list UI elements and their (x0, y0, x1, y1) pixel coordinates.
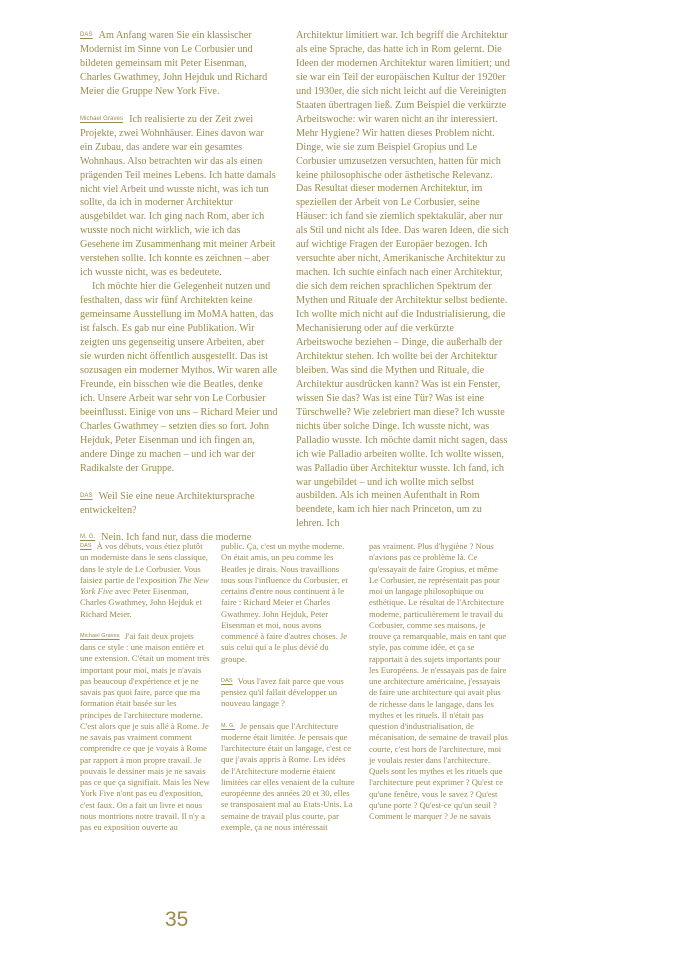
speaker-tag: M. G. (80, 534, 96, 541)
speaker-tag: DAS (80, 32, 93, 38)
paragraph (80, 541, 210, 620)
paragraph-text: Vous l'avez fait parce que vous pensiez qu'il fallait développer un nouveau langage ? (221, 675, 344, 709)
speaker-tag: Michael Graves (80, 115, 124, 122)
paragraph-text: Ich realisierte zu der Zeit zwei Projekte, zwei Wohnhäuser. Eines davon war ein Zubau, das andere war ein gesamtes Wohnhaus. Also betrachten wir das als einen prägenden Teil meines Lebens. Ich hatte damals nicht viel Arbeit und wusste nicht, was ich tun sollte, da ich in moderner Architektur ausgebildet war. Ich ging nach Rom, aber ich wusste noch nicht wirklich, wie ich das Gesehene im Zusammenhang mit meiner Arbeit verstehen sollte. Ich konnte es zeichnen – aber ich wusste nicht, was es bedeutete. (80, 113, 276, 279)
paragraph-text: public. Ça, c'est un mythe moderne. On était amis, un peu comme les Beatles je dirais. Nous travaillions tous sous l'influence du Corbusier, et certains d'entre nous continuent à le faire : Richard Meier et Charles Gwathmey. John Hejduk, Peter Eisenman et moi, nous avons commencé à faire d'autres choses. Je suis celui qui a le plus dévié du groupe. (221, 541, 348, 664)
speaker-tag: DAS (80, 492, 93, 499)
paragraph-text: Am Anfang waren Sie ein klassischer Modernist im Sinne von Le Corbusier und bildeten gemeinsam mit Peter Eisenman, Charles Gwathmey, John Hejduk und Richard Meier die Gruppe New York Five. (80, 30, 268, 97)
paragraph (80, 490, 278, 518)
paragraph (80, 29, 278, 99)
paragraph (80, 631, 210, 834)
paragraph (221, 676, 355, 710)
exhibition-title: The New York Five (80, 574, 209, 596)
paragraph-text: pas vraiment. Plus d'hygiène ? Nous n'avions pas ce problème là. Ce qu'essayait de faire Gropius, et même Le Corbusier, ne représentait pas pour moi un langage philosophique ou esthétique. Le résultat de l'Architecture moderne, particulièrement le travail du Corbusier, comme ses maisons, je trouve ça remarquable, mais en tant que style, pas comme idée, et ça se rapportait à des sujets importants pour les Européens. Je n'essayais pas de faire une architecture américaine, j'essayais de faire une architecture qui avait plus de richesse dans le langage, dans les mythes et les rituels. Il n'était pas question d'industrialisation, de mécanisation, de semaine de travail plus courte, c'est hors de l'architecture, moi je voulais rester dans l'architecture. Quels sont les mythes et les rituels que l'architecture peut exprimer ? Qu'est ce qu'une fenêtre, vous le savez ? Qu'est qu'une porte ? Qu'est-ce qu'un seuil ? Comment le marquer ? Je ne savais (369, 541, 508, 821)
paragraph (80, 113, 278, 280)
paragraph-text: Architektur limitiert war. Ich begriff die Architektur als eine Sprache, das hatte ich in Rom gelernt. Die Ideen der modernen Architektur waren limitiert; und sie war ein Teil der europäischen Kultur der 1920er und 1930er, die sich nicht leicht auf die Vereinigten Staaten übertragen ließ. Zum Beispiel die verkürzte Arbeitswoche: wir waren nicht an ihr interessiert. Mehr Hygiene? Wir hatten dieses Problem nicht. Dinge, wie sie zum Beispiel Gropius und Le Corbusier umzusetzen versuchten, hatten für mich keine philosophische oder ästhetische Relevanz. Das Resultat dieser modernen Architektur, im speziellen der Arbeit von Le Corbusier, seine Häuser: ich fand sie ziemlich spektakulär, aber nur als Stil und nicht als Idee. Das waren Ideen, die sich auf wichtige Fragen der Europäer bezogen. Ich versuchte aber nicht, Amerikanische Architektur zu machen. Ich suchte einfach nach einer Architektur, die sich dem reichen sprachlichen Spektrum der Mythen und Rituale der Architektur selbst bediente. Ich wollte mich nicht auf die Industrialisierung, die Mechanisierung oder auf die verkürzte Arbeitswoche beziehen – Dinge, die außerhalb der Architektur stehen. Ich wollte bei der Architektur bleiben. Was sind die Mythen und Rituale, die Architektur ausdrücken kann? Was ist ein Fenster, wissen Sie das? Was ist eine Tür? Was ist eine Türschwelle? Wie zelebriert man diese? Ich wusste nichts über solche Dinge. Ich wusste nicht, was Palladio wusste. Ich möchte damit nicht sagen, dass ich wie Palladio arbeiten wollte. Ich wollte wissen, was Palladio über Architektur wusste. Ich fand, ich war ungebildet – und ich wollte mich selbst ausbilden. Als ich meinen Aufenthalt in Rom beendete, kam ich hier nach Princeton, um zu lehren. Ich (296, 30, 510, 530)
paragraph-text: avec Peter Eisenman, Charles Gwathmey, John Hejduk et Richard Meier. (80, 586, 202, 619)
paragraph-text: À vos débuts, vous étiez plutôt un moderniste dans le sens classique, dans le style de Le Corbusier. Vous faisiez partie de l'exposition (80, 541, 208, 585)
paragraph (80, 280, 278, 475)
paragraph-text: Je pensais que l'Architecture moderne était limitée. Je pensais que l'architecture était un langage, c'est ce que j'avais appris à Rome. Les idées de l'Architecture moderne étaient limitées car elles venaient de la culture européenne des années 20 et 30, elles se transposaient mal au Etats-Unis. La semaine de travail plus courte, par exemple, ça ne nous intéressait (221, 720, 355, 832)
paragraph (221, 541, 355, 665)
german-column-1 (80, 29, 278, 545)
french-column-3 (369, 541, 508, 822)
speaker-tag: Michael Graves (80, 632, 120, 639)
paragraph-text: J'ai fait deux projets dans ce style : une maison entière et une extension. C'était un moment très important pour moi, mais je n'avais pas beaucoup d'expérience et je ne savais pas quoi faire, parce que ma formation était basée sur les principes de l'architecture moderne. C'est alors que je suis allé à Rome. Je ne savais pas vraiment comment comprendre ce que je voyais à Rome par rapport à mon propre travail. Je pouvais le dessiner mais je ne savais pas ce que ça signifiait. Mais les New York Five n'ont pas eu d'exposition, c'est faux. On a fait un livre et nous nous montrions notre travail. Il n'y a pas eu exposition ouverte au (80, 630, 210, 832)
french-column-1 (80, 541, 210, 833)
paragraph-text: Nein. Ich fand nur, dass die moderne (101, 532, 252, 544)
speaker-tag: DAS (221, 677, 233, 684)
page-number: 35 (165, 908, 189, 931)
speaker-tag: M. G. (221, 722, 235, 729)
paragraph (221, 721, 355, 834)
german-column-2 (296, 29, 510, 531)
paragraph-text: Weil Sie eine neue Architektursprache entwickelten? (80, 490, 255, 516)
speaker-tag: DAS (80, 543, 92, 549)
paragraph-text: Ich möchte hier die Gelegenheit nutzen und festhalten, dass wir fünf Architekten keine gemeinsame Ausstellung im MoMA hatten, das ist falsch. Es gab nur eine Publikation. Wir zeigten uns gegenseitig unsere Arbeiten, aber sie wurden nicht öffentlich ausgestellt. Das ist sozusagen ein moderner Mythos. Wir waren alle Freunde, ein bisschen wie die Beatles, denke ich. Unsere Arbeit war sehr von Le Corbusier beeinflusst. Einige von uns – Richard Meier und Charles Gwathmey – setzten dies so fort. John Hejduk, Peter Eisenman und ich fingen an, andere Dinge zu machen – und ich war der Radikalste der Gruppe. (80, 281, 278, 474)
french-column-2 (221, 541, 355, 833)
